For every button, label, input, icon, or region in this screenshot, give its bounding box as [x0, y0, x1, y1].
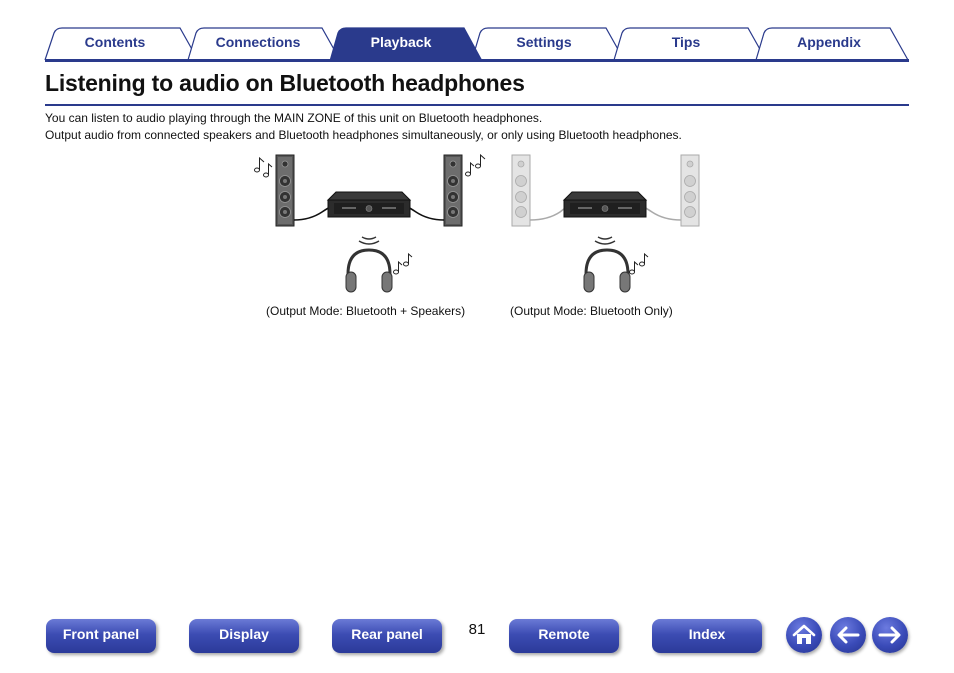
music-note-icon — [630, 254, 649, 274]
music-note-icon — [255, 158, 273, 177]
index-button[interactable]: Index — [652, 619, 762, 653]
headphones-icon — [346, 250, 392, 292]
speaker-right-icon — [444, 155, 462, 226]
tab-contents[interactable]: Contents — [84, 34, 146, 50]
music-note-icon — [394, 254, 413, 274]
front-panel-button[interactable]: Front panel — [46, 619, 156, 653]
arrow-right-icon — [872, 617, 908, 653]
page-number: 81 — [468, 621, 486, 638]
illustration-bluetooth-only — [486, 150, 716, 300]
speaker-right-icon — [681, 155, 699, 226]
speaker-cable — [406, 206, 444, 220]
intro-line-1: You can listen to audio playing through the MAIN ZONE of this unit on Bluetooth headphones. — [45, 111, 543, 125]
tab-baseline — [45, 59, 909, 62]
illustration-bluetooth-speakers — [250, 150, 495, 300]
wireless-signal-icon — [595, 237, 615, 244]
tab-shapes — [0, 0, 954, 64]
tab-settings[interactable]: Settings — [516, 34, 572, 50]
speaker-cable — [530, 206, 568, 220]
speaker-cable — [642, 206, 681, 220]
speaker-cable — [294, 206, 332, 220]
tab-connections[interactable]: Connections — [215, 34, 301, 50]
receiver-icon — [564, 192, 646, 217]
arrow-left-icon — [830, 617, 866, 653]
home-icon — [786, 617, 822, 653]
display-button[interactable]: Display — [189, 619, 299, 653]
page-title: Listening to audio on Bluetooth headphones — [45, 70, 525, 96]
intro-text — [45, 110, 682, 144]
intro-line-2: Output audio from connected speakers and Bluetooth headphones simultaneously, or only using Bluetooth headphones. — [45, 128, 682, 142]
tab-bar — [0, 0, 954, 64]
tab-tips[interactable]: Tips — [671, 34, 701, 50]
speaker-left-icon — [512, 155, 530, 226]
receiver-icon — [328, 192, 410, 217]
caption-bluetooth-speakers: (Output Mode: Bluetooth + Speakers) — [266, 304, 466, 318]
tab-appendix[interactable]: Appendix — [797, 34, 861, 50]
wireless-signal-icon — [359, 237, 379, 244]
home-button[interactable] — [786, 617, 822, 653]
tab-playback[interactable]: Playback — [370, 34, 432, 50]
caption-bluetooth-only: (Output Mode: Bluetooth Only) — [510, 304, 673, 318]
headphones-icon — [584, 250, 630, 292]
rear-panel-button[interactable]: Rear panel — [332, 619, 442, 653]
back-button[interactable] — [830, 617, 866, 653]
forward-button[interactable] — [872, 617, 908, 653]
speaker-left-icon — [276, 155, 294, 226]
title-divider — [45, 104, 909, 106]
remote-button[interactable]: Remote — [509, 619, 619, 653]
music-note-icon — [466, 155, 486, 176]
